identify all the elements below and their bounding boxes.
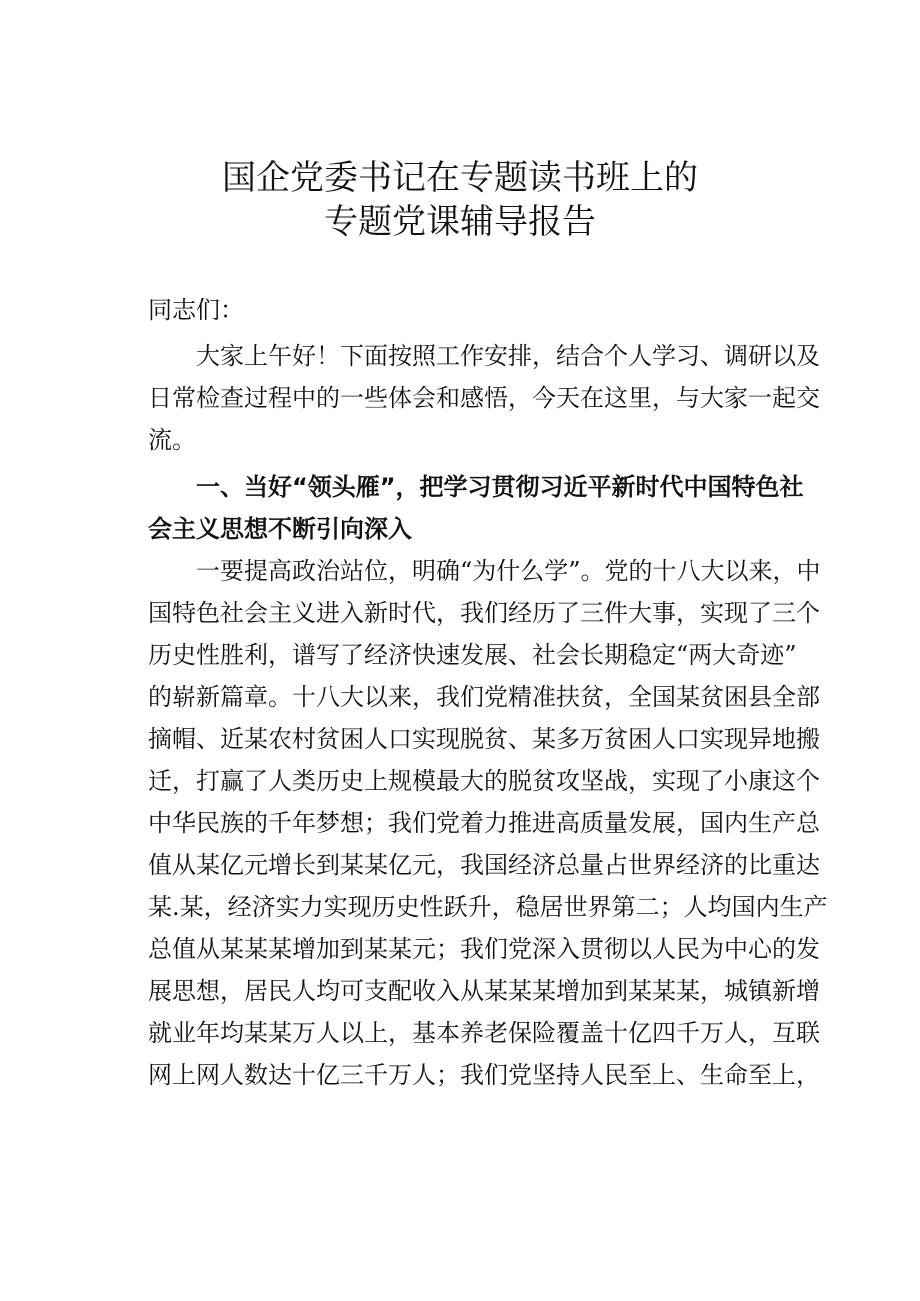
body-line: 迁，打赢了人类历史上规模最大的脱贫攻坚战，实现了小康这个: [148, 767, 820, 795]
intro-line: 大家上午好！下面按照工作安排，结合个人学习、调研以及: [196, 342, 820, 370]
salutation: 同志们：: [148, 296, 244, 324]
body-line: 中华民族的千年梦想；我们党着力推进高质量发展，国内生产总: [148, 809, 820, 837]
body-line: 展思想，居民人均可支配收入从某某某增加到某某某，城镇新增: [148, 977, 820, 1005]
title-line-2: 专题党课辅导报告: [324, 202, 596, 242]
body-line: 网上网人数达十亿三千万人；我们党坚持人民至上、生命至上，: [148, 1061, 820, 1089]
body-line: 值从某亿元增长到某某亿元，我国经济总量占世界经济的比重达: [148, 851, 820, 879]
intro-line: 流。: [148, 426, 196, 454]
body-line: 一要提高政治站位，明确“为什么学”。党的十八大以来，中: [196, 557, 821, 585]
body-line: 某.某，经济实力实现历史性跃升，稳居世界第二；人均国内生产: [148, 893, 828, 921]
intro-line: 日常检查过程中的一些体会和感悟，今天在这里，与大家一起交: [148, 384, 820, 412]
title-line-1: 国企党委书记在专题读书班上的: [222, 158, 698, 198]
section-heading-line: 会主义思想不断引向深入: [148, 515, 412, 543]
body-line: 总值从某某某增加到某某元；我们党深入贯彻以人民为中心的发: [148, 935, 820, 963]
body-line: 国特色社会主义进入新时代，我们经历了三件大事，实现了三个: [148, 599, 820, 627]
section-heading-line: 一、当好“领头雁”，把学习贯彻习近平新时代中国特色社: [196, 473, 804, 501]
body-line: 历史性胜利，谱写了经济快速发展、社会长期稳定“两大奇迹”: [148, 641, 797, 669]
body-line: 摘帽、近某农村贫困人口实现脱贫、某多万贫困人口实现异地搬: [148, 725, 820, 753]
body-line: 就业年均某某万人以上，基本养老保险覆盖十亿四千万人，互联: [148, 1019, 820, 1047]
body-line: 的崭新篇章。十八大以来，我们党精准扶贫，全国某贫困县全部: [148, 683, 820, 711]
